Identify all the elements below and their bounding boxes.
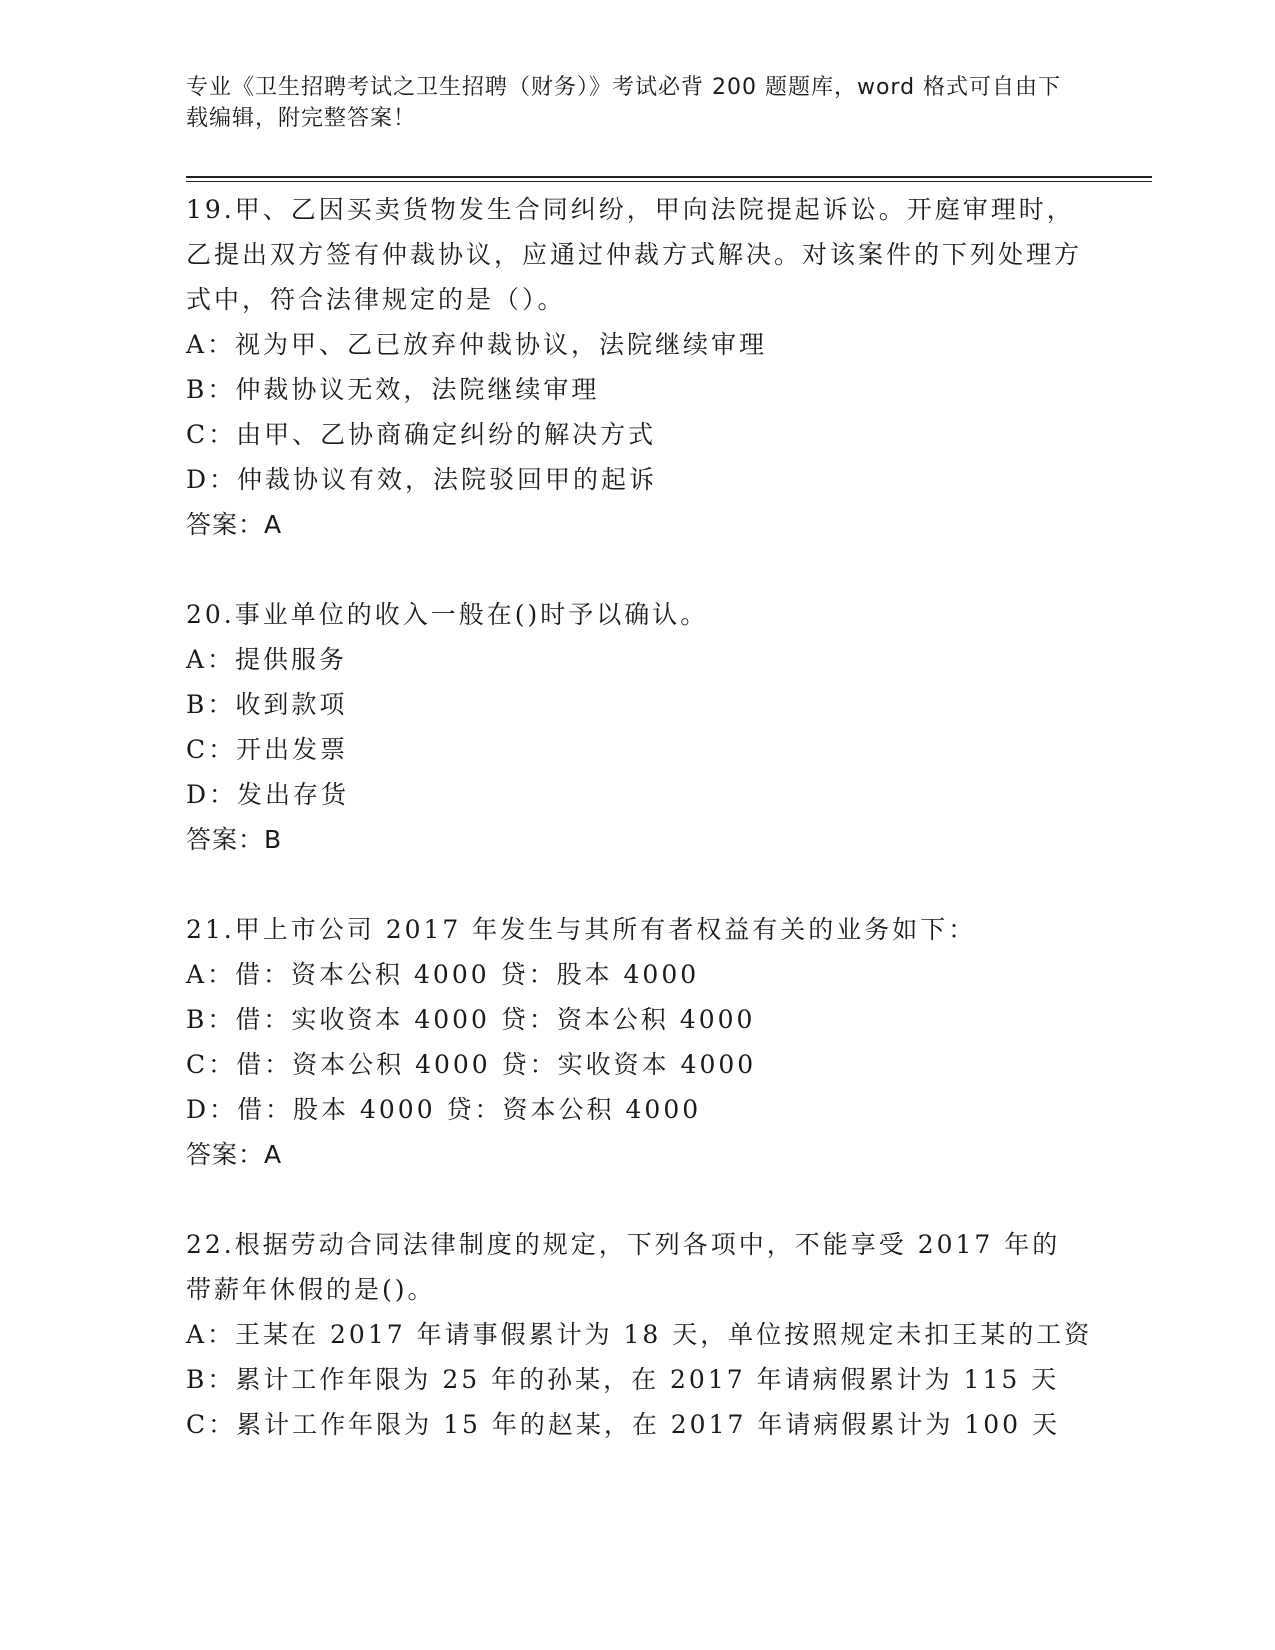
- answer: 答案：A: [186, 1140, 283, 1169]
- option-a: A：借：资本公积 4000 贷：股本 4000: [186, 960, 700, 989]
- question-22: [186, 1222, 1093, 1447]
- question-20: [186, 592, 1086, 862]
- question-text: 19.甲、乙因买卖货物发生合同纠纷，甲向法院提起诉讼。开庭审理时，乙提出双方签有仲裁协议，应通过仲裁方式解决。对该案件的下列处理方式中，符合法律规定的是（）。: [186, 195, 1083, 314]
- option-c: C：由甲、乙协商确定纠纷的解决方式: [186, 420, 657, 449]
- option-a: A：王某在 2017 年请事假累计为 18 天，单位按照规定未扣王某的工资: [186, 1320, 1093, 1349]
- question-text: 21.甲上市公司 2017 年发生与其所有者权益有关的业务如下：: [186, 915, 977, 944]
- header-divider-thick: [186, 176, 1152, 178]
- option-d: D：发出存货: [186, 780, 350, 809]
- question-19: [186, 187, 1086, 547]
- option-c: C：借：资本公积 4000 贷：实收资本 4000: [186, 1050, 757, 1079]
- question-list: [186, 187, 1093, 1492]
- question-21: [186, 907, 1086, 1177]
- question-text: 20.事业单位的收入一般在()时予以确认。: [186, 600, 709, 629]
- document-header: 专业《卫生招聘考试之卫生招聘（财务）》考试必背 200 题题库，word 格式可自由下载编辑，附完整答案！: [186, 75, 1062, 131]
- option-b: B：收到款项: [186, 690, 348, 719]
- option-c: C：开出发票: [186, 735, 349, 764]
- option-d: D：仲裁协议有效，法院驳回甲的起诉: [186, 465, 658, 494]
- question-text: 22.根据劳动合同法律制度的规定，下列各项中，不能享受 2017 年的带薪年休假的是()。: [186, 1230, 1061, 1304]
- option-b: B：借：实收资本 4000 贷：资本公积 4000: [186, 1005, 756, 1034]
- option-c: C：累计工作年限为 15 年的赵某，在 2017 年请病假累计为 100 天: [186, 1410, 1060, 1439]
- option-a: A：视为甲、乙已放弃仲裁协议，法院继续审理: [186, 330, 768, 359]
- option-a: A：提供服务: [186, 645, 348, 674]
- option-b: B：仲裁协议无效，法院继续审理: [186, 375, 600, 404]
- option-d: D：借：股本 4000 贷：资本公积 4000: [186, 1095, 702, 1124]
- answer: 答案：B: [186, 825, 283, 854]
- header-divider-thin: [186, 181, 1152, 182]
- option-b: B：累计工作年限为 25 年的孙某，在 2017 年请病假累计为 115 天: [186, 1365, 1060, 1394]
- answer: 答案：A: [186, 510, 283, 539]
